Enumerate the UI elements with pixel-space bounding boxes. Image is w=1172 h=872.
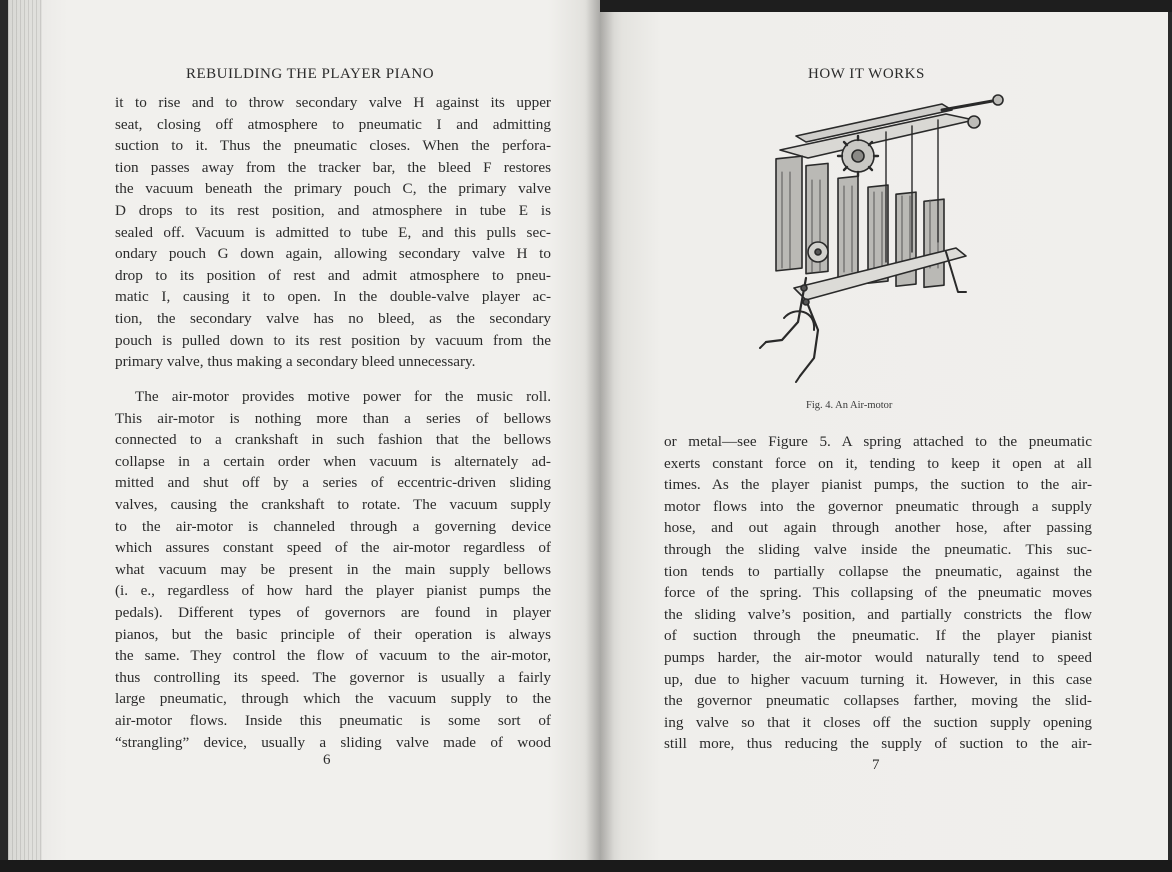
text-line: tion, the secondary valve has no bleed, as the secondary: [115, 309, 551, 327]
text-line: sealed off. Vacuum is admitted to tube E, and this pulls sec-: [115, 223, 551, 241]
text-line: the vacuum beneath the primary pouch C, the primary valve: [115, 180, 551, 198]
text-line: valves, causing the crankshaft to rotate. The vacuum supply: [115, 495, 551, 513]
text-line: of suction through the pneumatic. If the player pianist: [664, 627, 1092, 645]
text-line: mitted and shut off by a series of eccentric-driven sliding: [115, 474, 551, 492]
body-paragraph: [115, 92, 551, 373]
running-head: REBUILDING THE PLAYER PIANO: [186, 66, 435, 82]
text-line: which assures constant speed of the air-motor regardless of: [115, 539, 551, 557]
text-line: (i. e., regardless of how hard the player pianist pumps the: [115, 582, 551, 600]
text-line: or metal—see Figure 5. A spring attached to the pneumatic: [664, 433, 1092, 450]
page-number: 7: [872, 757, 880, 773]
right-page: [600, 0, 1168, 860]
background-strip: [600, 0, 1172, 12]
text-line: force of the spring. This collapsing of the pneumatic moves: [664, 584, 1092, 602]
text-line: D drops to its rest position, and atmosphere in tube E is: [115, 201, 551, 219]
page-edge-lines: [8, 0, 42, 860]
text-line: pumps harder, the air-motor would naturally tend to speed: [664, 648, 1092, 666]
text-line: “strangling” device, usually a sliding valve made of wood: [115, 733, 551, 751]
text-line: through the sliding valve inside the pneumatic. This suc-: [664, 540, 1092, 558]
text-line: up, due to higher vacuum turning it. However, in this case: [664, 670, 1092, 688]
text-line: pedals). Different types of governors are found in player: [115, 603, 551, 621]
text-line: still more, thus reducing the supply of suction to the air-: [664, 735, 1092, 753]
text-line: collapse in a certain order when vacuum is alternately ad-: [115, 452, 551, 470]
gutter-shadow: [586, 0, 614, 860]
running-head: HOW IT WORKS: [808, 66, 925, 82]
text-line: hose, and out again through another hose, after passing: [664, 519, 1092, 537]
text-line: to the air-motor is channeled through a governing device: [115, 517, 551, 535]
figure-caption: Fig. 4. An Air-motor: [806, 400, 893, 411]
text-line: drop to its position of rest and admit atmosphere to pneu-: [115, 266, 551, 284]
text-line: exerts constant force on it, tending to keep it open at all: [664, 454, 1092, 472]
page-number: 6: [323, 752, 331, 768]
text-line: air-motor flows. Inside this pneumatic is some sort of: [115, 711, 551, 729]
text-line: This air-motor is nothing more than a series of bellows: [115, 409, 551, 427]
text-line: it to rise and to throw secondary valve H against its upper: [115, 94, 551, 111]
body-paragraph: [115, 386, 551, 753]
text-line: ondary pouch G down again, allowing secondary valve H to: [115, 245, 551, 263]
text-line: thus controlling its speed. The governor is usually a fairly: [115, 668, 551, 686]
text-line: seat, closing off atmosphere to pneumatic I and admitting: [115, 115, 551, 133]
text-line: primary valve, thus making a secondary bleed unnecessary.: [115, 353, 476, 371]
text-line: tion passes away from the tracker bar, the bleed F restores: [115, 158, 551, 176]
text-line: large pneumatic, through which the vacuum supply to the: [115, 690, 551, 708]
text-line: matic I, causing it to open. In the double-valve player ac-: [115, 288, 551, 306]
body-paragraph: [664, 431, 1092, 755]
text-line: the same. They control the flow of vacuum to the air-motor,: [115, 647, 551, 665]
air-motor-illustration: [746, 92, 1006, 388]
text-line: ing valve so that it closes off the suction supply opening: [664, 713, 1092, 731]
text-line: what vacuum may be present in the main supply bellows: [115, 560, 551, 578]
text-line: pouch is pulled down to its rest position by vacuum from the: [115, 331, 551, 349]
text-line: times. As the player pianist pumps, the suction to the air-: [664, 476, 1092, 494]
text-line: the governor pneumatic collapses farther, moving the slid-: [664, 692, 1092, 710]
text-line: motor flows into the governor pneumatic through a supply: [664, 497, 1092, 515]
text-line: suction to it. Thus the pneumatic closes. When the perfora-: [115, 137, 551, 155]
text-line: tion tends to partially collapse the pneumatic, against the: [664, 562, 1092, 580]
left-page: [8, 0, 600, 860]
background-strip: [0, 860, 1172, 872]
text-line: The air-motor provides motive power for the music roll.: [135, 388, 551, 405]
text-line: the sliding valve’s position, and partially constricts the flow: [664, 605, 1092, 623]
text-line: connected to a crankshaft in such fashion that the bellows: [115, 431, 551, 449]
text-line: pianos, but the basic principle of their operation is always: [115, 625, 551, 643]
